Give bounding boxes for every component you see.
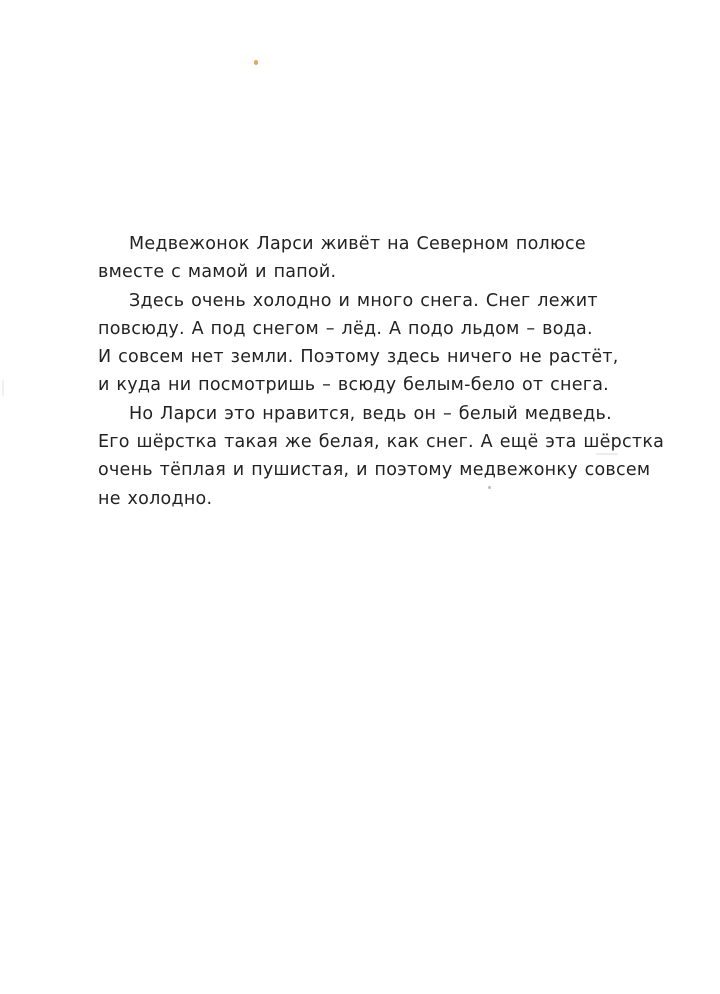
story-paragraph-3 [98,400,665,513]
text-line: вместе с мамой и папой. [98,262,337,283]
print-speck [2,380,4,396]
text-line: Здесь очень холодно и много снега. Снег лежит [129,290,598,311]
story-text [98,230,665,513]
text-line: Но Ларси это нравится, ведь он – белый медведь. [129,403,612,424]
text-line: очень тёплая и пушистая, и поэтому медвежонку совсем [98,460,651,481]
text-line: Его шёрстка такая же белая, как снег. А ещё эта шёрстка [98,432,665,453]
text-line: и куда ни посмотришь – всюду белым-бело от снега. [98,375,609,396]
story-paragraph-1 [98,230,658,287]
text-line: Медвежонок Ларси живёт на Северном полюсе [129,234,586,254]
print-speck [254,60,258,65]
story-paragraph-2 [98,287,658,400]
text-line: повсюду. А под снегом – лёд. А подо льдом – вода. [98,318,593,339]
text-line: И совсем нет земли. Поэтому здесь ничего не растёт, [98,347,619,368]
text-line: не холодно. [98,488,213,509]
